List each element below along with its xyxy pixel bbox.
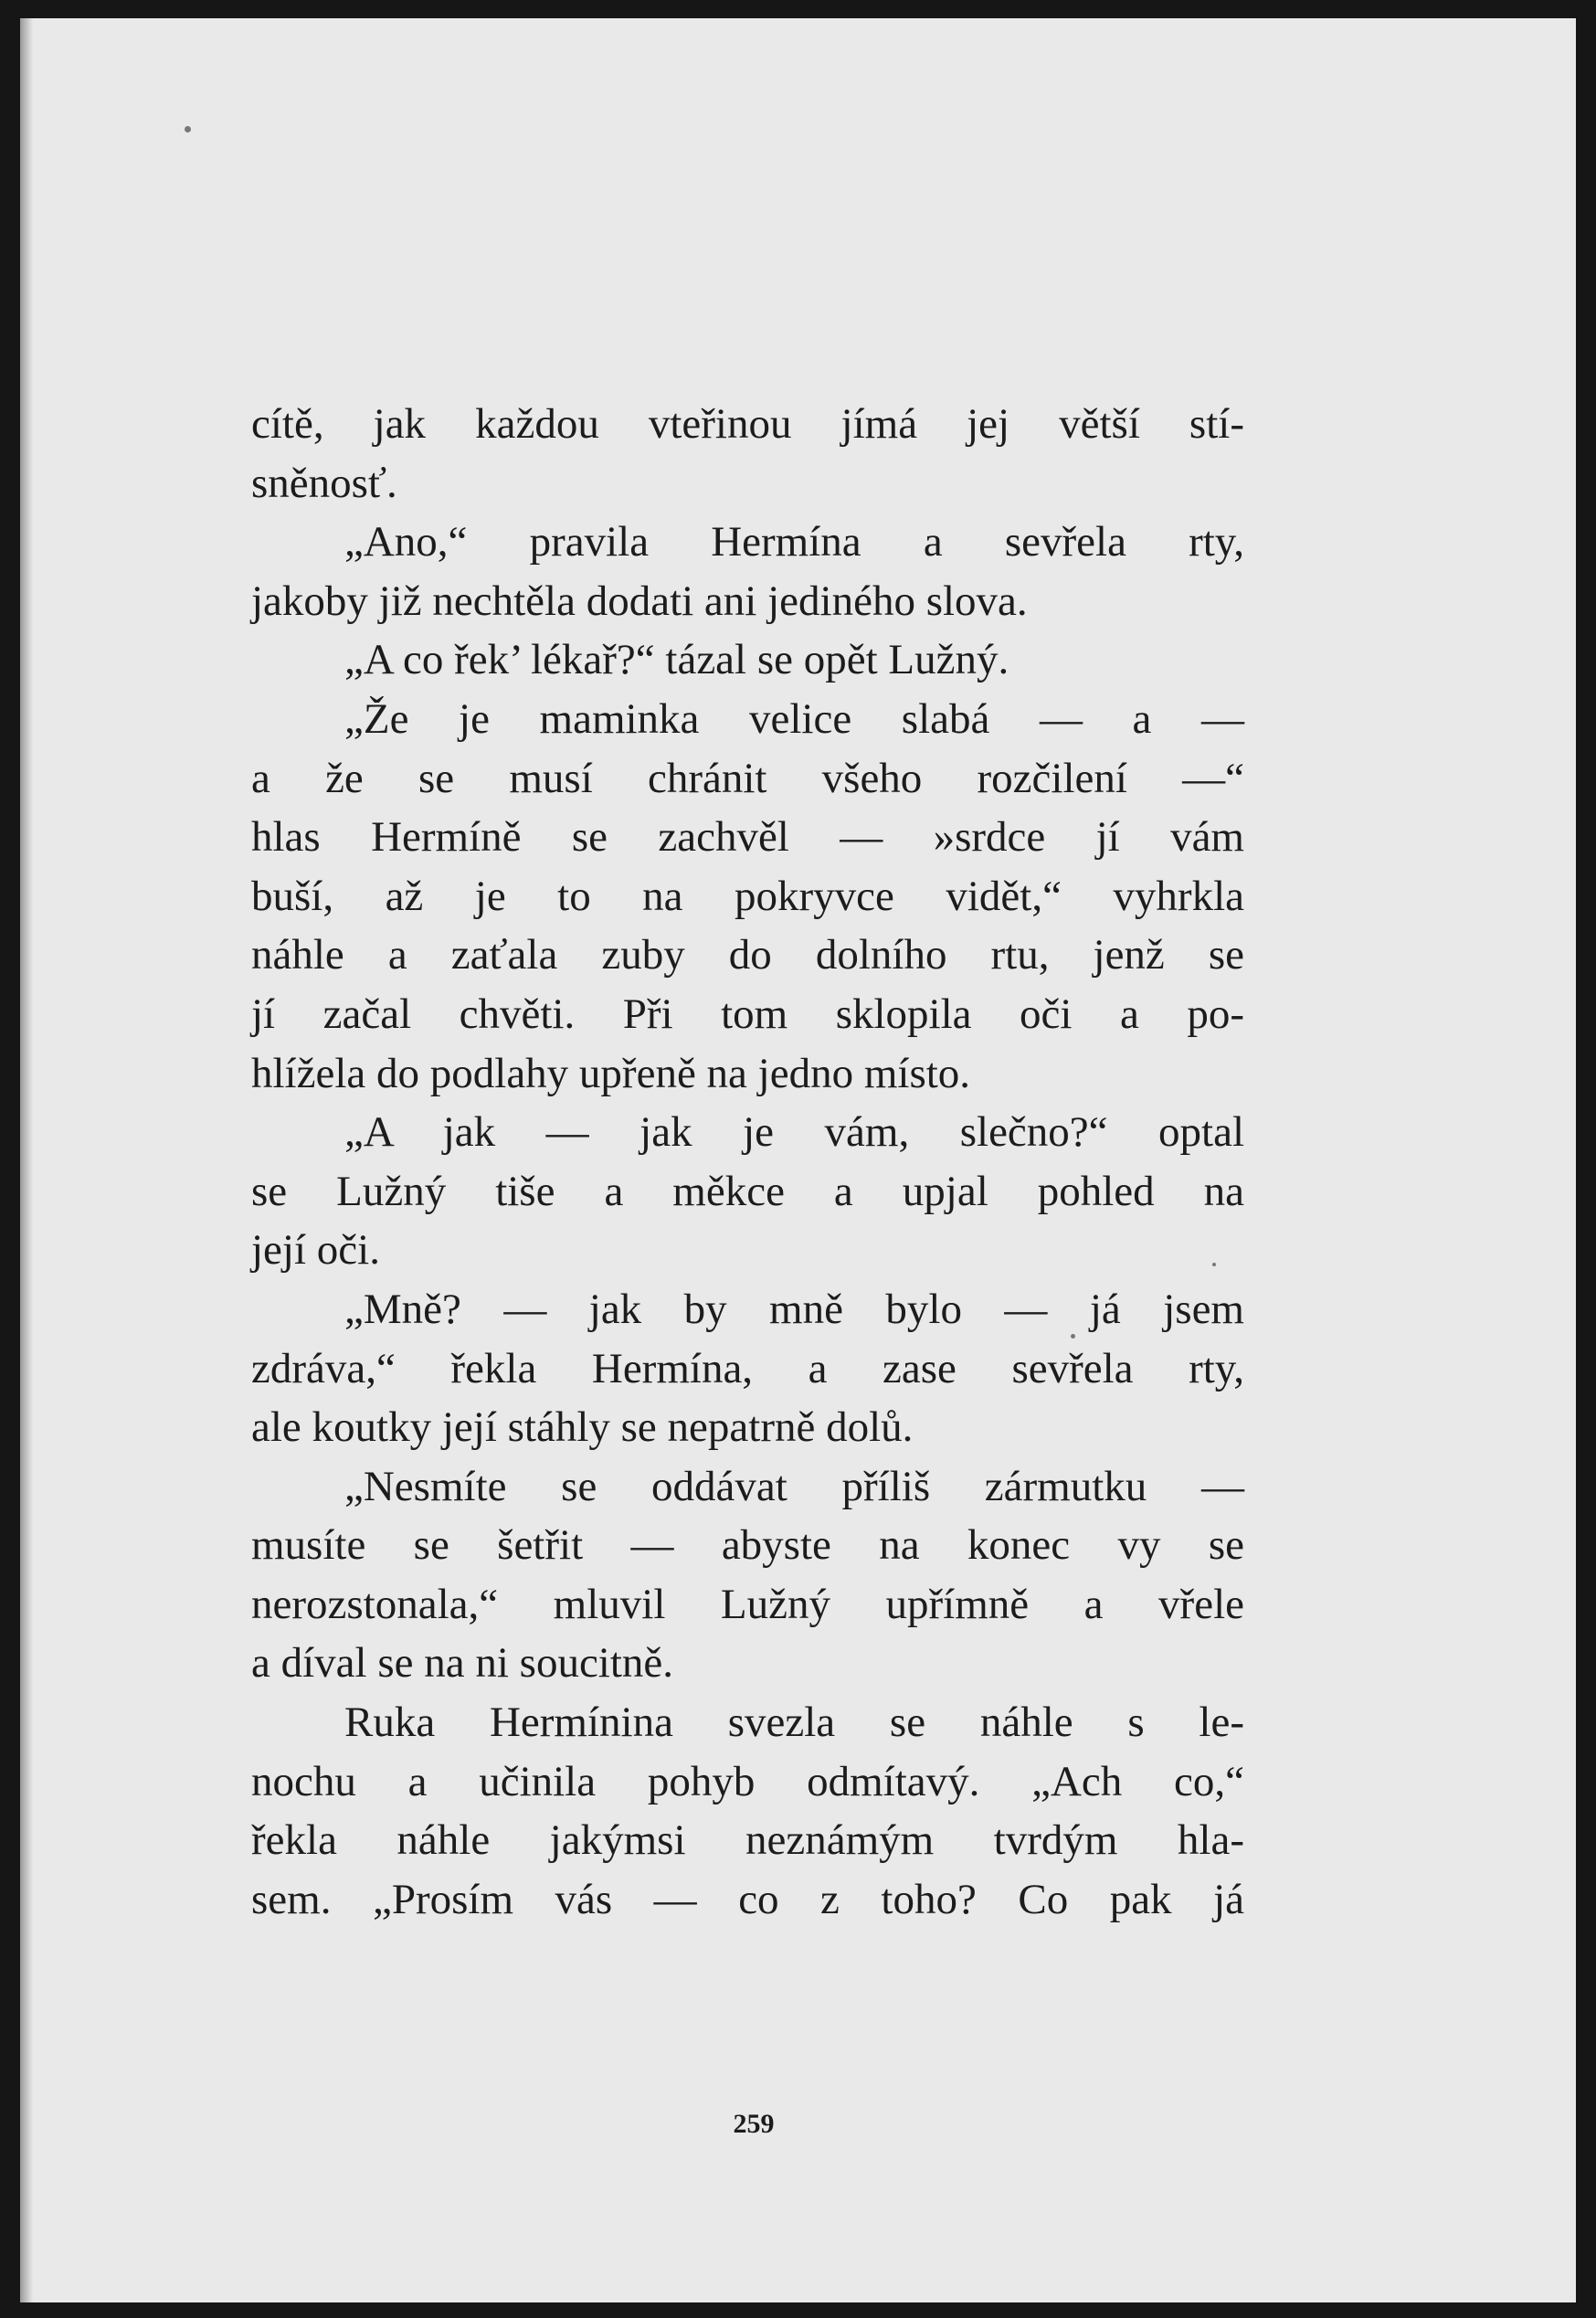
text-line: řekla náhle jakýmsi neznámým tvrdým hla-	[251, 1816, 1244, 1865]
text-line: „A jak — jak je vám, slečno?“ optal	[344, 1108, 1244, 1157]
page-number: 259	[733, 2109, 775, 2139]
text-line: Ruka Hermínina svezla se náhle s le-	[344, 1699, 1244, 1747]
text-line: musíte se šetřit — abyste na konec vy se	[251, 1521, 1244, 1570]
text-line: „Mně? — jak by mně bylo — já jsem	[344, 1285, 1244, 1333]
text-line: jí začal chvěti. Při tom sklopila oči a po-	[251, 990, 1244, 1038]
text-line: se Lužný tiše a měkce a upjal pohled na	[251, 1167, 1244, 1215]
text-line: „A co řek’ lékař?“ tázal se opět Lužný.	[344, 636, 1009, 684]
text-line: náhle a zaťala zuby do dolního rtu, jenž se	[251, 931, 1244, 979]
text-line: hlas Hermíně se zachvěl — »srdce jí vám	[251, 813, 1244, 862]
text-line: cítě, jak každou vteřinou jímá jej větší stí-	[251, 400, 1244, 448]
text-line: buší, až je to na pokryvce vidět,“ vyhrkla	[251, 872, 1244, 920]
text-line: „Ano,“ pravila Hermína a sevřela rty,	[344, 518, 1244, 566]
text-line: hlížela do podlahy upřeně na jedno místo.	[251, 1049, 971, 1097]
text-line: sněnosť.	[251, 459, 397, 507]
text-line: a že se musí chránit všeho rozčilení —“	[251, 754, 1244, 802]
text-line: její oči.	[251, 1226, 380, 1275]
text-line: nerozstonala,“ mluvil Lužný upřímně a vřele	[251, 1580, 1244, 1628]
body-text	[251, 395, 1244, 1929]
text-line: jakoby již nechtěla dodati ani jediného slova.	[251, 577, 1028, 625]
text-line: nochu a učinila pohyb odmítavý. „Ach co,“	[251, 1757, 1244, 1805]
text-line: sem. „Prosím vás — co z toho? Co pak já	[251, 1875, 1244, 1923]
text-line: zdráva,“ řekla Hermína, a zase sevřela rty,	[251, 1344, 1244, 1392]
book-page	[20, 18, 1576, 2302]
text-line: „Že je maminka velice slabá — a —	[344, 694, 1244, 743]
spine-shadow	[20, 18, 33, 2302]
text-line: „Nesmíte se oddávat příliš zármutku —	[344, 1462, 1244, 1510]
paper-speck	[185, 126, 191, 132]
text-line: a díval se na ni soucitně.	[251, 1639, 674, 1688]
text-line: ale koutky její stáhly se nepatrně dolů.	[251, 1403, 914, 1452]
